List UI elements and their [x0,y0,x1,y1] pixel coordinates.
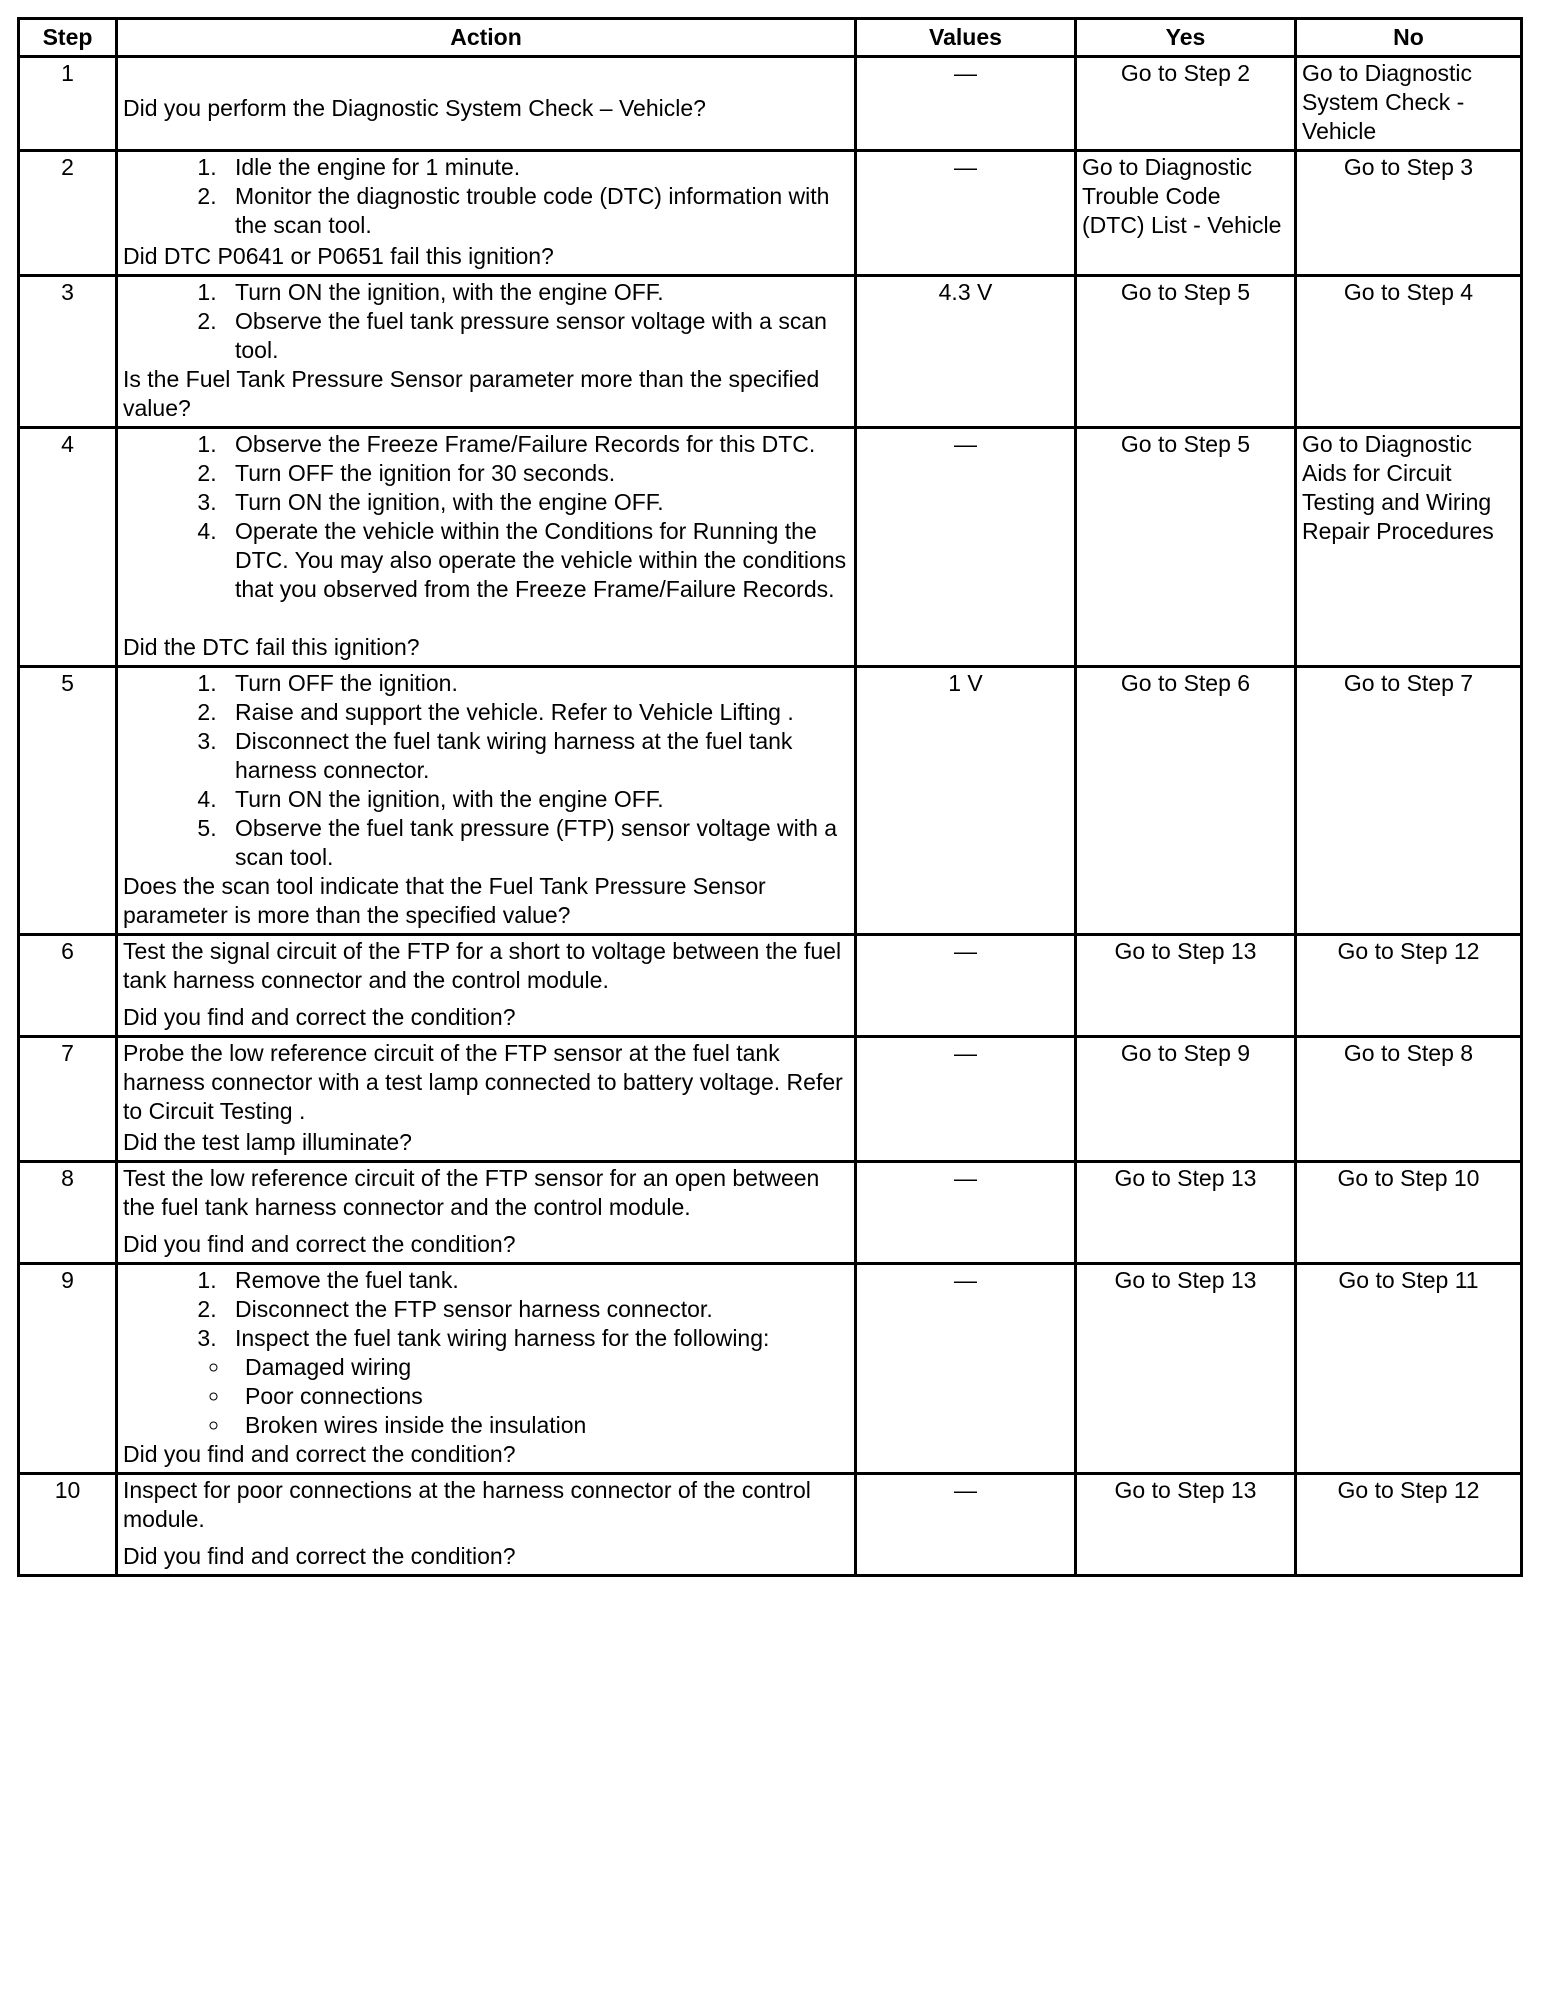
table-row [19,1037,1522,1162]
action-question: Did you find and correct the condition? [123,1004,516,1030]
step-number: 6 [19,935,117,1037]
specified-value: — [856,1037,1076,1162]
action-instructions [123,1039,849,1126]
step-number: 5 [19,667,117,935]
yes-outcome: Go to Step 13 [1076,1264,1296,1474]
step-number: 10 [19,1474,117,1576]
specified-value: — [856,151,1076,276]
header-yes: Yes [1076,19,1296,57]
action-step: 3. Turn ON the ignition, with the engine OFF. [223,488,849,517]
action-step: 5. Observe the fuel tank pressure (FTP) sensor voltage with a scan tool. [223,814,849,872]
action-cell [117,276,856,428]
table-row [19,1474,1522,1576]
action-instructions [123,1164,849,1222]
header-row [19,19,1522,57]
no-outcome: Go to Step 12 [1296,935,1522,1037]
action-content [123,669,849,930]
table-row [19,935,1522,1037]
action-content [123,1164,849,1259]
action-question: Did you find and correct the condition? [123,1231,516,1257]
yes-outcome: Go to Step 5 [1076,276,1296,428]
specified-value: — [856,57,1076,151]
action-content [123,59,849,123]
action-cell [117,1037,856,1162]
action-content [123,1039,849,1157]
yes-outcome: Go to Step 6 [1076,667,1296,935]
no-outcome: Go to Step 7 [1296,667,1522,935]
step-number: 8 [19,1162,117,1264]
action-question: Did the test lamp illuminate? [123,1129,412,1155]
inspection-item: ◦ Damaged wiring [231,1353,849,1382]
action-step: 2. Raise and support the vehicle. Refer to Vehicle Lifting . [223,698,849,727]
action-step: 1. Idle the engine for 1 minute. [223,153,849,182]
action-instructions [123,1266,849,1440]
yes-outcome: Go to Step 9 [1076,1037,1296,1162]
action-step: 1. Turn OFF the ignition. [223,669,849,698]
no-outcome: Go to Step 11 [1296,1264,1522,1474]
table-row [19,151,1522,276]
action-step: 2. Monitor the diagnostic trouble code (DTC) information with the scan tool. [223,182,849,240]
step-number: 9 [19,1264,117,1474]
action-steps-list [123,1266,849,1353]
action-step: 3. Disconnect the fuel tank wiring harness at the fuel tank harness connector. [223,727,849,785]
action-steps-list [123,278,849,365]
inspection-item: ◦ Poor connections [231,1382,849,1411]
table-row [19,276,1522,428]
diagnostic-table [17,17,1523,1577]
action-question: Does the scan tool indicate that the Fuel Tank Pressure Sensor parameter is more than the specified value? [123,873,766,928]
no-outcome: Go to Step 3 [1296,151,1522,276]
specified-value: 4.3 V [856,276,1076,428]
action-content [123,153,849,271]
action-cell [117,1474,856,1576]
header-action: Action [117,19,856,57]
yes-outcome: Go to Step 13 [1076,1162,1296,1264]
action-instructions [123,153,849,240]
action-instructions [123,669,849,872]
specified-value: — [856,1264,1076,1474]
action-steps-list [123,430,849,604]
action-intro: Test the low reference circuit of the FTP sensor for an open between the fuel tank harness connector and the control module. [123,1165,820,1220]
action-step: 4. Turn ON the ignition, with the engine OFF. [223,785,849,814]
yes-outcome: Go to Step 2 [1076,57,1296,151]
table-row [19,57,1522,151]
action-steps-list [123,669,849,872]
action-instructions [123,937,849,995]
yes-outcome: Go to Diagnostic Trouble Code (DTC) List - Vehicle [1076,151,1296,276]
action-content [123,278,849,423]
step-number: 4 [19,428,117,667]
action-cell [117,1162,856,1264]
action-step: 1. Turn ON the ignition, with the engine OFF. [223,278,849,307]
action-step: 2. Disconnect the FTP sensor harness connector. [223,1295,849,1324]
header-step: Step [19,19,117,57]
action-cell [117,151,856,276]
action-step: 1. Remove the fuel tank. [223,1266,849,1295]
action-question: Is the Fuel Tank Pressure Sensor parameter more than the specified value? [123,366,820,421]
action-cell [117,428,856,667]
table-row [19,667,1522,935]
step-number: 1 [19,57,117,151]
action-content [123,1266,849,1469]
step-number: 3 [19,276,117,428]
action-question: Did the DTC fail this ignition? [123,634,420,660]
no-outcome: Go to Step 12 [1296,1474,1522,1576]
yes-outcome: Go to Step 5 [1076,428,1296,667]
table-row [19,428,1522,667]
inspection-item: ◦ Broken wires inside the insulation [231,1411,849,1440]
no-outcome: Go to Step 10 [1296,1162,1522,1264]
no-outcome: Go to Step 4 [1296,276,1522,428]
action-step: 4. Operate the vehicle within the Conditions for Running the DTC. You may also operate the vehicle within the conditions that you observed from the Freeze Frame/Failure Records. [223,517,849,604]
action-content [123,1476,849,1571]
table-row [19,1264,1522,1474]
action-content [123,430,849,662]
header-values: Values [856,19,1076,57]
specified-value: — [856,1474,1076,1576]
no-outcome: Go to Diagnostic Aids for Circuit Testing and Wiring Repair Procedures [1296,428,1522,667]
step-number: 7 [19,1037,117,1162]
action-question: Did you find and correct the condition? [123,1441,516,1467]
action-question: Did you find and correct the condition? [123,1543,516,1569]
action-question: Did you perform the Diagnostic System Check – Vehicle? [123,95,706,121]
specified-value: — [856,935,1076,1037]
action-step: 2. Observe the fuel tank pressure sensor voltage with a scan tool. [223,307,849,365]
action-cell [117,1264,856,1474]
specified-value: — [856,428,1076,667]
step-number: 2 [19,151,117,276]
action-cell [117,57,856,151]
action-steps-list [123,153,849,240]
action-step: 1. Observe the Freeze Frame/Failure Records for this DTC. [223,430,849,459]
yes-outcome: Go to Step 13 [1076,1474,1296,1576]
action-instructions [123,278,849,365]
yes-outcome: Go to Step 13 [1076,935,1296,1037]
action-intro: Test the signal circuit of the FTP for a short to voltage between the fuel tank harness connector and the control module. [123,938,842,993]
no-outcome: Go to Diagnostic System Check - Vehicle [1296,57,1522,151]
action-cell [117,667,856,935]
action-cell [117,935,856,1037]
table-body [19,57,1522,1576]
action-step: 2. Turn OFF the ignition for 30 seconds. [223,459,849,488]
specified-value: 1 V [856,667,1076,935]
action-question: Did DTC P0641 or P0651 fail this ignition? [123,243,554,269]
inspection-items-list [123,1353,849,1440]
action-intro: Probe the low reference circuit of the FTP sensor at the fuel tank harness connector with a test lamp connected to battery voltage. Refer to Circuit Testing . [123,1040,843,1124]
action-content [123,937,849,1032]
specified-value: — [856,1162,1076,1264]
action-instructions [123,1476,849,1534]
header-no: No [1296,19,1522,57]
table-row [19,1162,1522,1264]
action-step: 3. Inspect the fuel tank wiring harness for the following: [223,1324,849,1353]
action-instructions [123,430,849,604]
action-intro: Inspect for poor connections at the harness connector of the control module. [123,1477,811,1532]
no-outcome: Go to Step 8 [1296,1037,1522,1162]
